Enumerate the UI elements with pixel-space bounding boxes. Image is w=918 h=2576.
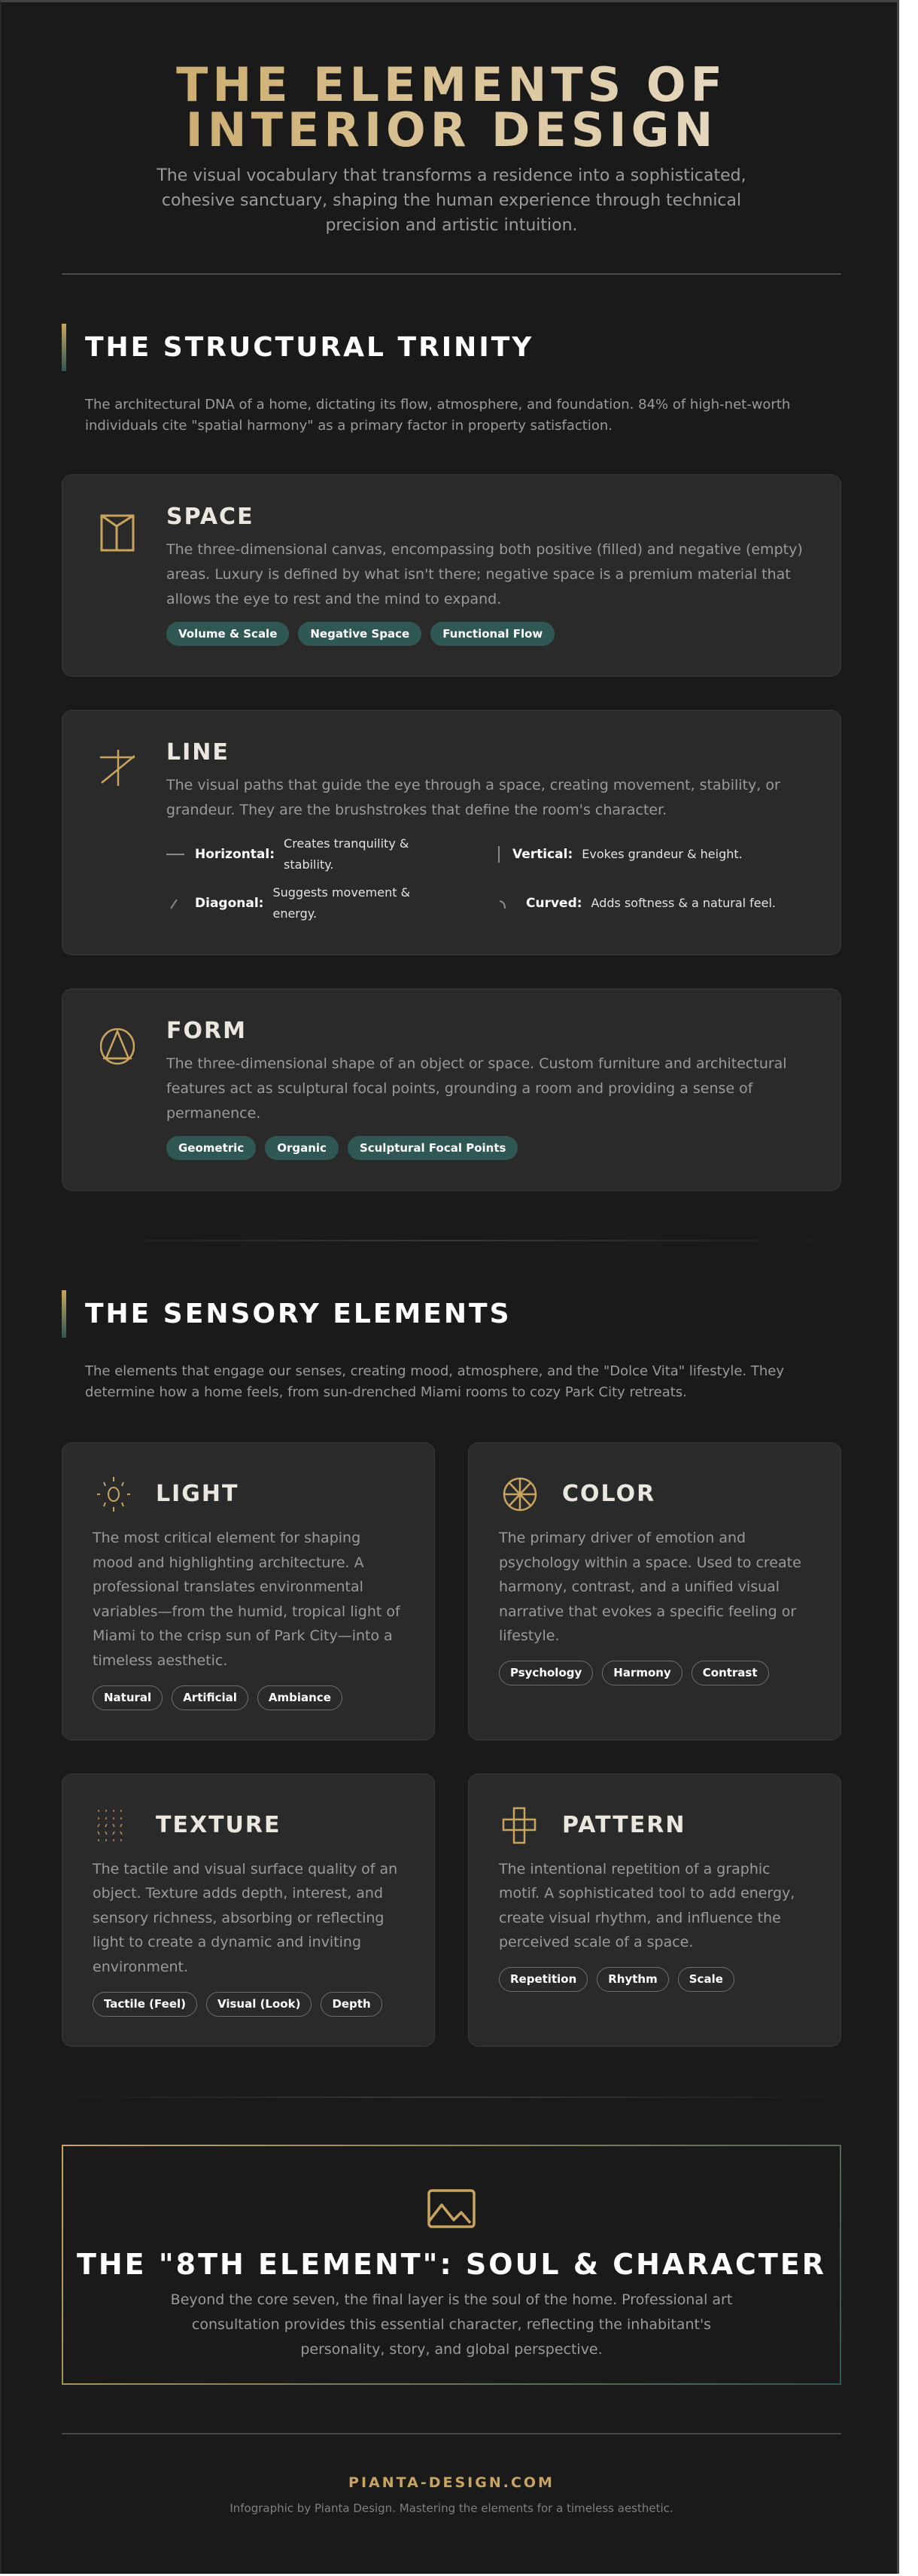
tag: Depth	[321, 1992, 381, 2017]
card-description: The tactile and visual surface quality of an object. Texture adds depth, interest, and sensory richness, absorbing or reflecting light to create a dynamic and inviting environment.	[93, 1860, 398, 1975]
card-title: COLOR	[562, 1481, 656, 1507]
pattern-cross-icon	[502, 1807, 538, 1844]
divider	[62, 273, 841, 275]
tag: Visual (Look)	[206, 1992, 312, 2017]
card-title: FORM	[166, 1018, 247, 1044]
tag: Sculptural Focal Points	[348, 1136, 518, 1160]
footer	[62, 2474, 841, 2515]
tag: Artificial	[172, 1685, 248, 1710]
card-texture	[62, 1774, 435, 2047]
divider	[62, 2433, 841, 2434]
card-description: The visual paths that guide the eye through a space, creating movement, stability, or grandeur. They are the brushstrokes that define the room's character.	[166, 777, 780, 818]
sun-icon	[96, 1475, 132, 1513]
tag: Harmony	[602, 1661, 682, 1685]
form-triangle-circle-icon	[100, 1028, 135, 1066]
tag: Repetition	[499, 1967, 588, 1992]
tag: Geometric	[166, 1136, 256, 1160]
card-description: The three-dimensional shape of an object or space. Custom furniture and architectural features act as sculptural focal points, grounding a room and providing a sense of permanence.	[166, 1055, 787, 1122]
tag: Volume & Scale	[166, 622, 289, 646]
panel-title: THE "8TH ELEMENT": SOUL & CHARACTER	[76, 2247, 827, 2281]
card-title: PATTERN	[562, 1811, 686, 1838]
hero	[62, 57, 841, 238]
tag: Psychology	[499, 1661, 593, 1685]
texture-dots-icon	[96, 1807, 132, 1844]
line-type-diagonal	[166, 882, 445, 924]
line-type-label: Curved:	[526, 896, 582, 911]
card-form	[62, 988, 841, 1191]
eighth-element-panel	[62, 2145, 841, 2385]
card-line	[62, 710, 841, 955]
card-description: The intentional repetition of a graphic motif. A sophisticated tool to add energy, create visual rhythm, and influence the perceived scale of a space.	[499, 1860, 795, 1951]
tag: Rhythm	[597, 1967, 669, 1992]
line-type-vertical	[497, 833, 804, 875]
tag-list	[499, 1661, 810, 1685]
curved-line-icon	[497, 895, 517, 912]
tag: Contrast	[692, 1661, 769, 1685]
tag: Functional Flow	[430, 622, 555, 646]
card-title: TEXTURE	[156, 1811, 281, 1838]
tag-list	[166, 1136, 804, 1160]
section-heading	[62, 1290, 841, 1338]
sensory-section	[62, 1290, 841, 2047]
divider	[62, 1240, 841, 1241]
line-cross-icon	[100, 750, 135, 787]
tag-list	[93, 1685, 404, 1710]
card-description: The most critical element for shaping mood and highlighting architecture. A professional translates environmental variables—from the humid, tropical light of Miami to the crisp sun of Park City—into a timeless aesthetic.	[93, 1530, 400, 1669]
color-wheel-icon	[502, 1475, 538, 1513]
section-heading	[62, 324, 841, 371]
section-description: The elements that engage our senses, creating mood, atmosphere, and the "Dolce Vita" lifestyle. They determine how a home feels, from sun-drenched Miami rooms to cozy Park City retreats.	[85, 1363, 784, 1400]
tag: Ambiance	[257, 1685, 342, 1710]
page-title	[62, 57, 841, 157]
footer-tagline: Infographic by Pianta Design. Mastering the elements for a timeless aesthetic.	[230, 2501, 673, 2515]
line-type-horizontal	[166, 833, 445, 875]
tag: Negative Space	[298, 622, 421, 646]
title-line-1: THE ELEMENTS OF	[176, 57, 727, 112]
image-frame-icon	[427, 2188, 476, 2229]
line-type-text: Evokes grandeur & height.	[582, 847, 743, 861]
line-type-label: Vertical:	[512, 847, 573, 862]
section-title: THE STRUCTURAL TRINITY	[85, 332, 534, 363]
section-title: THE SENSORY ELEMENTS	[85, 1299, 512, 1329]
divider	[62, 2096, 841, 2098]
card-color	[468, 1442, 841, 1740]
card-description: The three-dimensional canvas, encompassing both positive (filled) and negative (empty) areas. Luxury is defined by what isn't there; negative space is a premium material that allows the eye to rest and the mind to expand.	[166, 541, 803, 607]
title-line-2: INTERIOR DESIGN	[185, 102, 718, 157]
line-type-curved	[497, 882, 804, 924]
structural-section	[62, 324, 841, 1191]
card-description: The primary driver of emotion and psychology within a space. Used to create harmony, contrast, and a unified visual narrative that evokes a specific feeling or lifestyle.	[499, 1530, 801, 1645]
vertical-line-icon	[497, 846, 506, 863]
accent-bar	[62, 1290, 66, 1338]
line-type-label: Diagonal:	[195, 896, 264, 911]
tag-list	[93, 1992, 404, 2017]
sensory-grid	[62, 1442, 841, 2047]
diagonal-line-icon	[166, 895, 186, 912]
section-description: The architectural DNA of a home, dictating its flow, atmosphere, and foundation. 84% of high-net-worth individuals cite "spatial harmony" as a primary factor in property satisfaction.	[85, 397, 791, 434]
horizontal-line-icon	[166, 846, 186, 863]
tag: Organic	[265, 1136, 339, 1160]
line-types	[166, 833, 804, 924]
panel-description: Beyond the core seven, the final layer is the soul of the home. Professional art consultation provides this essential character, reflecting the inhabitant's personality, story, and global perspective.	[170, 2291, 733, 2358]
line-type-label: Horizontal:	[195, 847, 275, 862]
card-pattern	[468, 1774, 841, 2047]
card-title: LINE	[166, 739, 230, 766]
tag: Tactile (Feel)	[93, 1992, 197, 2017]
accent-bar	[62, 324, 66, 371]
line-type-text: Creates tranquility & stability.	[284, 836, 409, 872]
tag-list	[166, 622, 804, 646]
card-title: SPACE	[166, 504, 254, 530]
page-subtitle: The visual vocabulary that transforms a residence into a sophisticated, cohesive sanctuary, shaping the human experience through technical precision and artistic intuition.	[157, 166, 746, 235]
tag: Scale	[678, 1967, 734, 1992]
tag-list	[499, 1967, 810, 1992]
tag: Natural	[93, 1685, 163, 1710]
line-type-text: Adds softness & a natural feel.	[591, 896, 777, 910]
footer-brand-link[interactable]: PIANTA-DESIGN.COM	[348, 2474, 555, 2491]
line-type-text: Suggests movement & energy.	[272, 885, 411, 921]
space-cube-icon	[100, 514, 135, 552]
card-title: LIGHT	[156, 1481, 239, 1507]
card-space	[62, 474, 841, 677]
card-light	[62, 1442, 435, 1740]
